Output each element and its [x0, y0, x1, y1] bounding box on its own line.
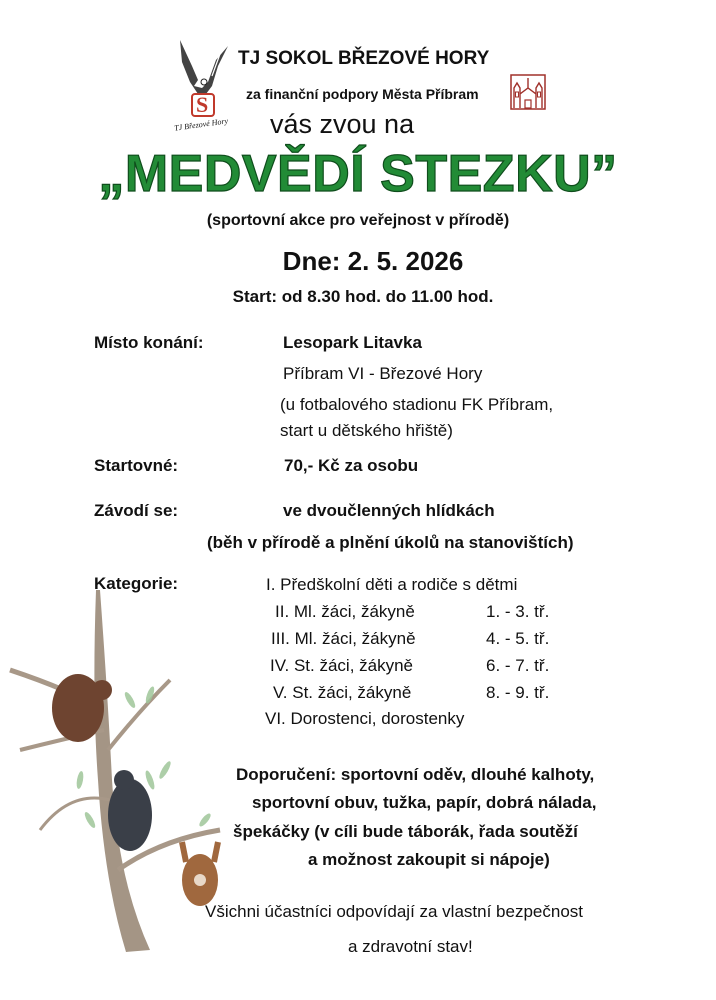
- pribram-city-logo: [510, 74, 546, 110]
- venue-label: Místo konání:: [94, 333, 204, 352]
- event-title: „MEDVĚDÍ STEZKU”: [98, 145, 618, 203]
- race-note: (běh v přírodě a plnění úkolů na stanovištích): [207, 533, 574, 552]
- category-grade: 4. - 5. tř.: [486, 629, 550, 648]
- event-date: Dne: 2. 5. 2026: [282, 246, 464, 276]
- venue-name: Lesopark Litavka: [283, 333, 422, 352]
- church-icon: [510, 74, 546, 110]
- fee-value: 70,- Kč za osobu: [284, 456, 419, 475]
- venue-note-2: start u dětského hřiště): [280, 421, 453, 440]
- recommendation-line: Doporučení: sportovní oděv, dlouhé kalhoty,: [236, 765, 595, 784]
- category-grade: 1. - 3. tř.: [486, 602, 550, 621]
- logo-caption: TJ Březové Hory: [173, 116, 229, 133]
- venue-note-1: (u fotbalového stadionu FK Příbram,: [280, 395, 554, 414]
- event-start-time: Start: od 8.30 hod. do 11.00 hod.: [232, 287, 494, 306]
- category-item: II. Ml. žáci, žákyně: [275, 602, 415, 621]
- recommendation-line: sportovní obuv, tužka, papír, dobrá nálada,: [252, 793, 597, 812]
- race-value: ve dvoučlenných hlídkách: [283, 501, 495, 520]
- venue-address: Příbram VI - Březové Hory: [283, 364, 483, 383]
- recommendation-line: a možnost zakoupit si nápoje): [308, 850, 550, 869]
- category-item: VI. Dorostenci, dorostenky: [265, 709, 465, 728]
- recommendation-line: špekáčky (v cíli bude táborák, řada soutěží: [233, 822, 578, 841]
- support-text: za finanční podpory Města Příbram: [246, 86, 479, 102]
- category-grade: 6. - 7. tř.: [486, 656, 550, 675]
- fee-label: Startovné:: [94, 456, 179, 475]
- sokol-logo: [172, 36, 234, 136]
- logo-letter: S: [196, 92, 209, 117]
- invite-text: vás zvou na: [270, 109, 415, 139]
- disclaimer-line: a zdravotní stav!: [348, 937, 473, 956]
- organization-name: TJ SOKOL BŘEZOVÉ HORY: [238, 48, 490, 69]
- category-item: V. St. žáci, žákyně: [273, 683, 412, 702]
- race-label: Závodí se:: [94, 501, 179, 520]
- category-item: IV. St. žáci, žákyně: [270, 656, 413, 675]
- category-grade: 8. - 9. tř.: [486, 683, 550, 702]
- categories-label: Kategorie:: [94, 574, 179, 593]
- event-subtitle: (sportovní akce pro veřejnost v přírodě): [206, 212, 510, 229]
- disclaimer-line: Všichni účastníci odpovídají za vlastní bezpečnost: [205, 902, 583, 921]
- category-item: I. Předškolní děti a rodiče s dětmi: [266, 575, 518, 594]
- category-item: III. Ml. žáci, žákyně: [271, 629, 416, 648]
